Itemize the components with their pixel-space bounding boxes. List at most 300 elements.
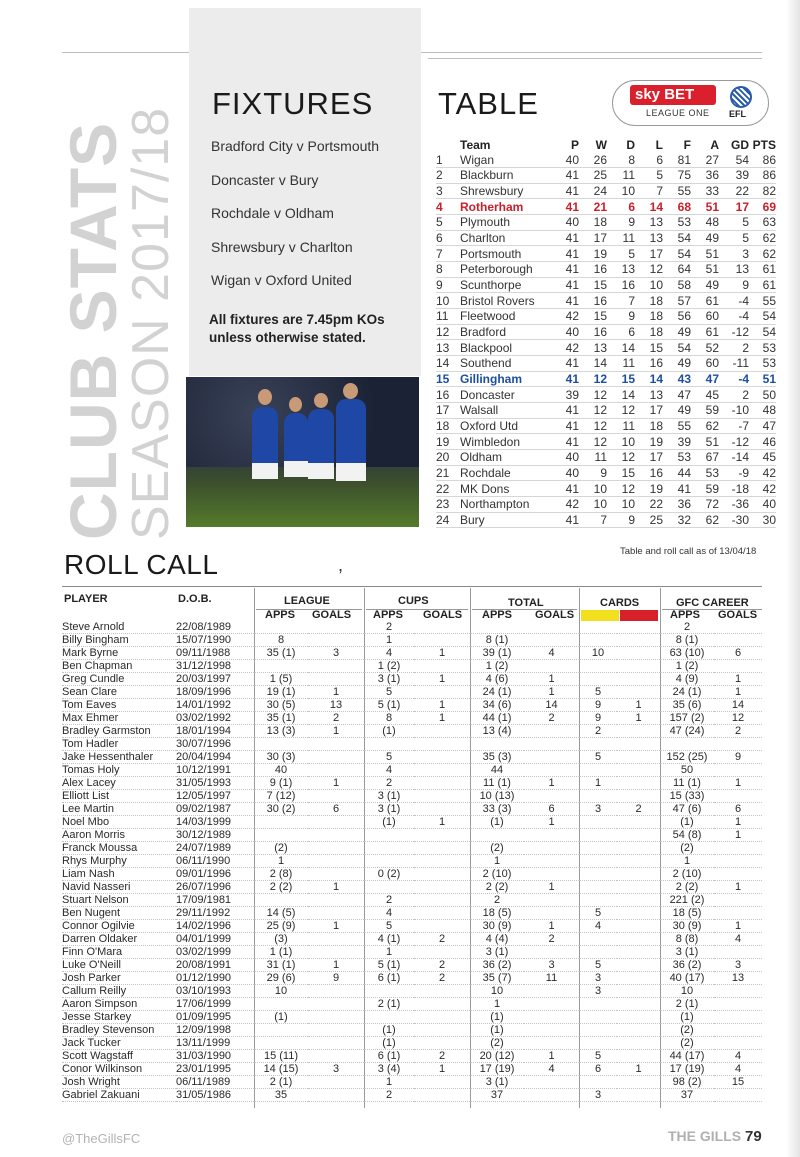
roll-cell-yellow-cards: [579, 660, 617, 673]
roll-cell-league-goals: 6: [308, 803, 364, 816]
roll-cell-career-goals: [714, 764, 762, 777]
fixture-item: Bradford City v Portsmouth: [211, 138, 380, 154]
league-cell-points: 51: [749, 371, 776, 387]
league-row: [436, 215, 776, 231]
roll-cell-player-name: Jake Hessenthaler: [62, 751, 176, 764]
roll-cell-cups-goals: [414, 998, 470, 1011]
league-cell-goals-against: 52: [691, 340, 719, 356]
league-cell-lost: 12: [635, 262, 663, 278]
league-cell-goals-against: 53: [691, 465, 719, 481]
roll-cell-career-goals: 1: [714, 829, 762, 842]
roll-cell-cups-apps: 5 (1): [364, 699, 414, 712]
league-cell-lost: 22: [635, 496, 663, 512]
league-cell-goals-for: 49: [663, 403, 691, 419]
league-cell-won: 16: [579, 293, 607, 309]
roll-cell-league-apps: 40: [254, 764, 308, 777]
league-cell-lost: 15: [635, 340, 663, 356]
sky-bet-league-one-badge: [612, 80, 769, 126]
league-cell-goal-difference: -14: [719, 449, 749, 465]
league-cell-won: 21: [579, 199, 607, 215]
roll-cell-player-name: Stuart Nelson: [62, 894, 176, 907]
roll-cell-cups-goals: 1: [414, 699, 470, 712]
roll-cell-red-cards: [617, 1076, 660, 1089]
roll-cell-total-apps: (2): [470, 1037, 524, 1050]
roll-cell-total-apps: 2: [470, 894, 524, 907]
photo-player-head: [289, 397, 302, 412]
roll-call-top-rule: [62, 586, 762, 587]
league-cell-drawn: 14: [607, 387, 635, 403]
league-cell-played: 41: [550, 512, 579, 528]
roll-cell-dob: 18/01/1994: [176, 725, 254, 738]
roll-cell-yellow-cards: [579, 855, 617, 868]
league-cell-drawn: 7: [607, 293, 635, 309]
roll-cell-player-name: Aaron Morris: [62, 829, 176, 842]
roll-cell-career-apps: 2 (2): [660, 881, 714, 894]
league-cell-goal-difference: -36: [719, 496, 749, 512]
roll-cell-cups-apps: 3 (1): [364, 790, 414, 803]
career-apps-header: APPS: [670, 609, 700, 621]
roll-cell-total-goals: [524, 634, 579, 647]
roll-cell-career-apps: 44 (17): [660, 1050, 714, 1063]
roll-cell-total-goals: 2: [524, 712, 579, 725]
roll-cell-cups-goals: [414, 790, 470, 803]
roll-cell-league-goals: [308, 894, 364, 907]
roll-cell-player-name: Ben Nugent: [62, 907, 176, 920]
league-cell-goal-difference: -7: [719, 418, 749, 434]
roll-cell-red-cards: [617, 738, 660, 751]
roll-cell-cups-apps: 2: [364, 1089, 414, 1102]
league-cell-won: 12: [579, 371, 607, 387]
photo-player: [336, 399, 366, 465]
roll-cell-cups-goals: [414, 946, 470, 959]
roll-cell-career-apps: 15 (33): [660, 790, 714, 803]
league-cell-drawn: 15: [607, 465, 635, 481]
league-cell-drawn: 8: [607, 152, 635, 168]
roll-cell-dob: 18/09/1996: [176, 686, 254, 699]
league-cell-played: 41: [550, 371, 579, 387]
roll-cell-dob: 15/07/1990: [176, 634, 254, 647]
player-row: [62, 1037, 762, 1050]
player-row: [62, 790, 762, 803]
player-row: [62, 1063, 762, 1076]
league-cell-lost: 14: [635, 371, 663, 387]
roll-cell-total-apps: 11 (1): [470, 777, 524, 790]
league-cell-goal-difference: -4: [719, 309, 749, 325]
roll-cell-cups-apps: 1: [364, 1076, 414, 1089]
league-cell-goals-for: 56: [663, 309, 691, 325]
league-cell-played: 42: [550, 496, 579, 512]
roll-cell-league-apps: 30 (3): [254, 751, 308, 764]
league-cell-goal-difference: 5: [719, 215, 749, 231]
player-row: [62, 1076, 762, 1089]
player-row: [62, 946, 762, 959]
roll-cell-total-goals: 1: [524, 1050, 579, 1063]
roll-cell-league-goals: 9: [308, 972, 364, 985]
roll-cell-total-goals: [524, 894, 579, 907]
league-cell-played: 41: [550, 481, 579, 497]
roll-cell-yellow-cards: 5: [579, 959, 617, 972]
roll-cell-player-name: Darren Oldaker: [62, 933, 176, 946]
roll-cell-dob: 14/01/1992: [176, 699, 254, 712]
roll-cell-cups-goals: [414, 621, 470, 634]
roll-cell-league-goals: [308, 764, 364, 777]
player-row: [62, 699, 762, 712]
player-row: [62, 933, 762, 946]
league-cell-goals-against: 59: [691, 403, 719, 419]
league-cell-won: 13: [579, 340, 607, 356]
roll-cell-career-goals: [714, 894, 762, 907]
league-cell-goal-difference: 2: [719, 340, 749, 356]
league-cell-won: 10: [579, 481, 607, 497]
roll-cell-cups-apps: 5 (1): [364, 959, 414, 972]
league-row: [436, 230, 776, 246]
roll-cell-cups-goals: [414, 855, 470, 868]
roll-cell-league-goals: [308, 1076, 364, 1089]
roll-cell-red-cards: [617, 959, 660, 972]
roll-cell-yellow-cards: [579, 1076, 617, 1089]
roll-cell-total-apps: [470, 621, 524, 634]
roll-cell-total-apps: [470, 829, 524, 842]
player-row: [62, 764, 762, 777]
roll-cell-yellow-cards: [579, 764, 617, 777]
roll-cell-dob: 12/05/1997: [176, 790, 254, 803]
side-title-line1: CLUB STATS: [56, 121, 130, 540]
roll-cell-total-goals: [524, 1089, 579, 1102]
league-cell-goals-against: 59: [691, 481, 719, 497]
league-cell-lost: 18: [635, 293, 663, 309]
roll-cell-cups-apps: 4: [364, 907, 414, 920]
roll-cell-career-goals: 1: [714, 673, 762, 686]
league-cell-goals-for: 39: [663, 434, 691, 450]
roll-cell-career-apps: 40 (17): [660, 972, 714, 985]
player-row: [62, 725, 762, 738]
league-cell-goals-against: 47: [691, 371, 719, 387]
league-cell-goal-difference: -12: [719, 434, 749, 450]
roll-cell-dob: 12/09/1998: [176, 1024, 254, 1037]
roll-cell-player-name: Finn O'Mara: [62, 946, 176, 959]
roll-cell-league-goals: [308, 829, 364, 842]
league-cell-team: Rotherham: [460, 199, 550, 215]
roll-cell-dob: 31/12/1998: [176, 660, 254, 673]
photo-player: [308, 409, 334, 465]
roll-cell-league-apps: 35 (1): [254, 712, 308, 725]
league-cell-won: 11: [579, 449, 607, 465]
roll-cell-total-goals: [524, 907, 579, 920]
roll-cell-yellow-cards: 3: [579, 972, 617, 985]
league-cell-points: 62: [749, 230, 776, 246]
roll-cell-red-cards: [617, 1024, 660, 1037]
roll-cell-career-goals: [714, 634, 762, 647]
roll-cell-cups-apps: 6 (1): [364, 1050, 414, 1063]
roll-cell-total-apps: 8 (1): [470, 634, 524, 647]
roll-cell-yellow-cards: 3: [579, 803, 617, 816]
roll-cell-cups-goals: [414, 1037, 470, 1050]
roll-cell-total-goals: [524, 868, 579, 881]
league-cell-won: 9: [579, 465, 607, 481]
roll-cell-yellow-cards: 5: [579, 686, 617, 699]
player-row: [62, 712, 762, 725]
league-cell-goal-difference: 13: [719, 262, 749, 278]
league-row: [436, 309, 776, 325]
roll-cell-league-apps: 35: [254, 1089, 308, 1102]
league-cell-goal-difference: -18: [719, 481, 749, 497]
player-row: [62, 816, 762, 829]
roll-cell-cups-apps: [364, 1011, 414, 1024]
league-cell-won: 25: [579, 168, 607, 184]
league-cell-team: Blackburn: [460, 168, 550, 184]
roll-cell-league-apps: 2 (1): [254, 1076, 308, 1089]
league-row: [436, 418, 776, 434]
roll-cell-red-cards: [617, 998, 660, 1011]
roll-cell-league-goals: [308, 907, 364, 920]
player-row: [62, 634, 762, 647]
roll-cell-player-name: Alex Lacey: [62, 777, 176, 790]
league-cell-played: 41: [550, 293, 579, 309]
roll-cell-league-apps: 2 (2): [254, 881, 308, 894]
league-cell-points: 69: [749, 199, 776, 215]
league-cell-drawn: 11: [607, 418, 635, 434]
league-cell-won: 12: [579, 434, 607, 450]
roll-cell-total-goals: [524, 764, 579, 777]
roll-cell-cups-goals: [414, 777, 470, 790]
player-row: [62, 647, 762, 660]
roll-cell-red-cards: [617, 1037, 660, 1050]
roll-cell-cups-goals: [414, 634, 470, 647]
league-row: [436, 356, 776, 372]
league-cell-points: 54: [749, 324, 776, 340]
roll-cell-total-goals: 1: [524, 777, 579, 790]
roll-cell-total-goals: [524, 842, 579, 855]
league-cell-team: Walsall: [460, 403, 550, 419]
roll-cell-red-cards: [617, 894, 660, 907]
league-cell-goals-against: 51: [691, 262, 719, 278]
roll-cell-dob: 26/07/1996: [176, 881, 254, 894]
roll-cell-red-cards: [617, 686, 660, 699]
league-cell-points: 47: [749, 418, 776, 434]
league-cell-position: 21: [436, 465, 460, 481]
league-cell-goals-against: 67: [691, 449, 719, 465]
league-cell-goals-against: 61: [691, 293, 719, 309]
league-row: [436, 512, 776, 528]
roll-cell-red-cards: [617, 881, 660, 894]
roll-cell-career-apps: 24 (1): [660, 686, 714, 699]
league-cell-played: 40: [550, 152, 579, 168]
roll-cell-cups-goals: [414, 751, 470, 764]
red-card-swatch: [620, 610, 658, 621]
league-cell-position: 11: [436, 309, 460, 325]
league-cell-goals-against: 33: [691, 183, 719, 199]
roll-cell-league-apps: (1): [254, 1011, 308, 1024]
roll-cell-total-goals: [524, 738, 579, 751]
league-cell-drawn: 12: [607, 449, 635, 465]
roll-cell-red-cards: 1: [617, 1063, 660, 1076]
roll-cell-total-goals: 11: [524, 972, 579, 985]
roll-cell-league-goals: [308, 634, 364, 647]
roll-cell-career-goals: [714, 998, 762, 1011]
roll-cell-cups-apps: 1: [364, 946, 414, 959]
roll-cell-cups-apps: [364, 738, 414, 751]
roll-cell-league-apps: (3): [254, 933, 308, 946]
roll-cell-league-goals: [308, 1089, 364, 1102]
league-cell-team: Doncaster: [460, 387, 550, 403]
player-row: [62, 1089, 762, 1102]
roll-cell-total-goals: 2: [524, 933, 579, 946]
roll-cell-total-apps: [470, 738, 524, 751]
page-number: 79: [745, 1128, 762, 1145]
roll-cell-dob: 31/03/1990: [176, 1050, 254, 1063]
league-cell-goal-difference: 54: [719, 152, 749, 168]
roll-cell-dob: 30/12/1989: [176, 829, 254, 842]
roll-cell-career-apps: 221 (2): [660, 894, 714, 907]
league-cell-drawn: 12: [607, 481, 635, 497]
player-row: [62, 803, 762, 816]
roll-cell-cups-apps: 6 (1): [364, 972, 414, 985]
roll-cell-player-name: Ben Chapman: [62, 660, 176, 673]
roll-cell-yellow-cards: [579, 816, 617, 829]
league-cell-played: 40: [550, 324, 579, 340]
league-row: [436, 496, 776, 512]
roll-cell-league-apps: 8: [254, 634, 308, 647]
league-cell-position: 2: [436, 168, 460, 184]
player-row: [62, 686, 762, 699]
roll-cell-cups-goals: [414, 985, 470, 998]
league-cell-goals-for: 53: [663, 449, 691, 465]
league-cell-goal-difference: -30: [719, 512, 749, 528]
roll-cell-career-goals: 1: [714, 881, 762, 894]
roll-cell-career-apps: (1): [660, 816, 714, 829]
roll-cell-total-goals: [524, 751, 579, 764]
photo-player: [284, 413, 308, 463]
league-cell-team: Oxford Utd: [460, 418, 550, 434]
roll-cell-career-apps: [660, 738, 714, 751]
photo-player-head: [314, 393, 328, 408]
league-cell-points: 48: [749, 403, 776, 419]
roll-cell-red-cards: [617, 777, 660, 790]
league-cell-points: 63: [749, 215, 776, 231]
roll-cell-cups-apps: [364, 881, 414, 894]
league-cell-points: 30: [749, 512, 776, 528]
roll-cell-career-goals: [714, 946, 762, 959]
roll-cell-total-apps: (2): [470, 842, 524, 855]
league-cell-goals-for: 54: [663, 246, 691, 262]
roll-cell-cups-goals: [414, 803, 470, 816]
league-row: [436, 324, 776, 340]
roll-cell-player-name: Sean Clare: [62, 686, 176, 699]
roll-cell-dob: 04/01/1999: [176, 933, 254, 946]
league-cell-played: 41: [550, 168, 579, 184]
roll-cell-career-apps: 47 (6): [660, 803, 714, 816]
league-cell-goals-against: 51: [691, 434, 719, 450]
roll-cell-player-name: Lee Martin: [62, 803, 176, 816]
league-row: [436, 465, 776, 481]
roll-cell-career-goals: 6: [714, 647, 762, 660]
roll-cell-player-name: Greg Cundle: [62, 673, 176, 686]
player-row: [62, 751, 762, 764]
roll-cell-cups-apps: [364, 985, 414, 998]
roll-cell-cups-apps: 4: [364, 764, 414, 777]
roll-cell-league-goals: [308, 985, 364, 998]
league-cell-position: 14: [436, 356, 460, 372]
roll-cell-cups-apps: 5: [364, 920, 414, 933]
league-cell-drawn: 9: [607, 512, 635, 528]
roll-cell-dob: 24/07/1989: [176, 842, 254, 855]
roll-cell-dob: 09/01/1996: [176, 868, 254, 881]
league-cell-team: Plymouth: [460, 215, 550, 231]
roll-cell-career-apps: 2 (10): [660, 868, 714, 881]
col-w: W: [595, 138, 607, 152]
roll-cell-career-goals: 1: [714, 920, 762, 933]
player-row: [62, 777, 762, 790]
roll-cell-career-goals: [714, 842, 762, 855]
league-row: [436, 293, 776, 309]
roll-cell-career-goals: [714, 1024, 762, 1037]
roll-cell-cups-apps: 4 (1): [364, 933, 414, 946]
league-cell-goal-difference: 5: [719, 230, 749, 246]
league-cell-team: MK Dons: [460, 481, 550, 497]
roll-cell-red-cards: 2: [617, 803, 660, 816]
league-table-header: [436, 138, 776, 152]
league-cell-played: 41: [550, 199, 579, 215]
league-cell-goals-for: 43: [663, 371, 691, 387]
col-pts: PTS: [752, 138, 776, 152]
league-cell-team: Southend: [460, 356, 550, 372]
league-cell-goal-difference: 39: [719, 168, 749, 184]
roll-cell-total-goals: 1: [524, 816, 579, 829]
player-row: [62, 920, 762, 933]
roll-cell-league-apps: 25 (9): [254, 920, 308, 933]
league-cell-goals-for: 32: [663, 512, 691, 528]
roll-cell-total-goals: [524, 790, 579, 803]
roll-cell-league-goals: [308, 842, 364, 855]
league-cell-played: 41: [550, 246, 579, 262]
roll-cell-total-goals: [524, 946, 579, 959]
league-cell-goal-difference: -4: [719, 293, 749, 309]
sky-text: sky: [635, 86, 661, 103]
roll-cell-cups-goals: 2: [414, 972, 470, 985]
roll-cell-career-apps: 8 (8): [660, 933, 714, 946]
roll-cell-player-name: Gabriel Zakuani: [62, 1089, 176, 1102]
league-cell-team: Shrewsbury: [460, 183, 550, 199]
roll-cell-cups-goals: 1: [414, 647, 470, 660]
roll-cell-yellow-cards: 5: [579, 751, 617, 764]
league-cell-points: 50: [749, 387, 776, 403]
roll-cell-total-apps: 1 (2): [470, 660, 524, 673]
player-row: [62, 959, 762, 972]
roll-cell-career-apps: 63 (10): [660, 647, 714, 660]
sky-bet-logo: [630, 85, 716, 105]
league-cell-goals-for: 75: [663, 168, 691, 184]
roll-cell-dob: 10/12/1991: [176, 764, 254, 777]
col-gd: GD: [731, 138, 749, 152]
league-cell-team: Wigan: [460, 152, 550, 168]
roll-cell-red-cards: [617, 764, 660, 777]
league-cell-lost: 18: [635, 418, 663, 434]
league-cell-goals-for: 54: [663, 230, 691, 246]
roll-cell-cups-goals: [414, 894, 470, 907]
league-cell-position: 12: [436, 324, 460, 340]
roll-cell-cups-apps: 2: [364, 894, 414, 907]
roll-cell-league-apps: 15 (11): [254, 1050, 308, 1063]
roll-cell-player-name: Josh Wright: [62, 1076, 176, 1089]
league-cell-position: 3: [436, 183, 460, 199]
roll-cell-career-goals: [714, 660, 762, 673]
roll-cell-total-apps: 4 (4): [470, 933, 524, 946]
roll-cell-yellow-cards: 9: [579, 712, 617, 725]
league-cell-position: 5: [436, 215, 460, 231]
roll-cell-red-cards: [617, 647, 660, 660]
roll-cell-career-apps: (2): [660, 842, 714, 855]
roll-cell-total-apps: 3 (1): [470, 1076, 524, 1089]
